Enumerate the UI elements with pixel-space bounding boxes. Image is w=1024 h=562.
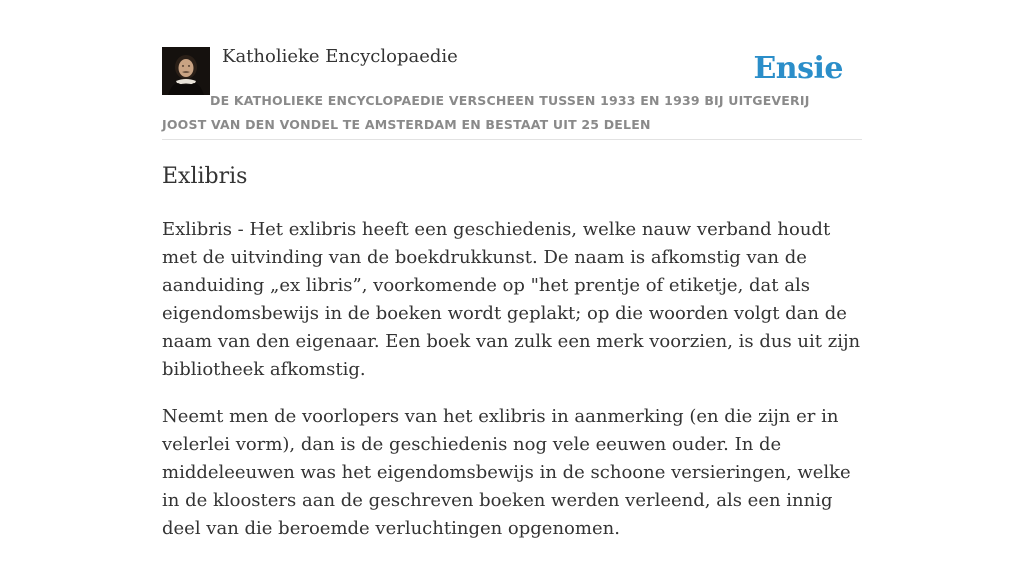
publication-avatar[interactable] [162,47,210,95]
publication-title[interactable]: Katholieke Encyclopaedie [222,46,458,67]
article-title: Exlibris [162,164,248,189]
header-divider [162,139,862,140]
publication-description: DE KATHOLIEKE ENCYCLOPAEDIE VERSCHEEN TUSSEN 1933 EN 1939 BIJ UITGEVERIJ JOOST VAN DEN VONDEL TE AMSTERDAM EN BESTAAT UIT 25 DELEN [162,93,810,132]
brand-logo[interactable]: Ensie [753,51,843,86]
article-paragraph: Neemt men de voorlopers van het exlibris in aanmerking (en die zijn er in velerlei vorm), dan is de geschiedenis nog vele eeuwen ouder. In de middeleeuwen was het eigendomsbewijs in de schoone versieringen, welke in de kloosters aan de geschreven boeken werden verleend, als een innig deel van die beroemde verluchtingen opgenomen. [162,406,851,539]
article-body [162,216,862,562]
article-paragraph: Exlibris - Het exlibris heeft een geschiedenis, welke nauw verband houdt met de uitvinding van de boekdrukkunst. De naam is afkomstig van de aanduiding „ex libris”, voorkomende op "het prentje of etiketje, dat als eigendomsbewijs in de boeken wordt geplakt; op die woorden volgt dan de naam van den eigenaar. Een boek van zulk een merk voorzien, is dus uit zijn bibliotheek afkomstig. [162,219,861,380]
portrait-icon [162,47,210,95]
